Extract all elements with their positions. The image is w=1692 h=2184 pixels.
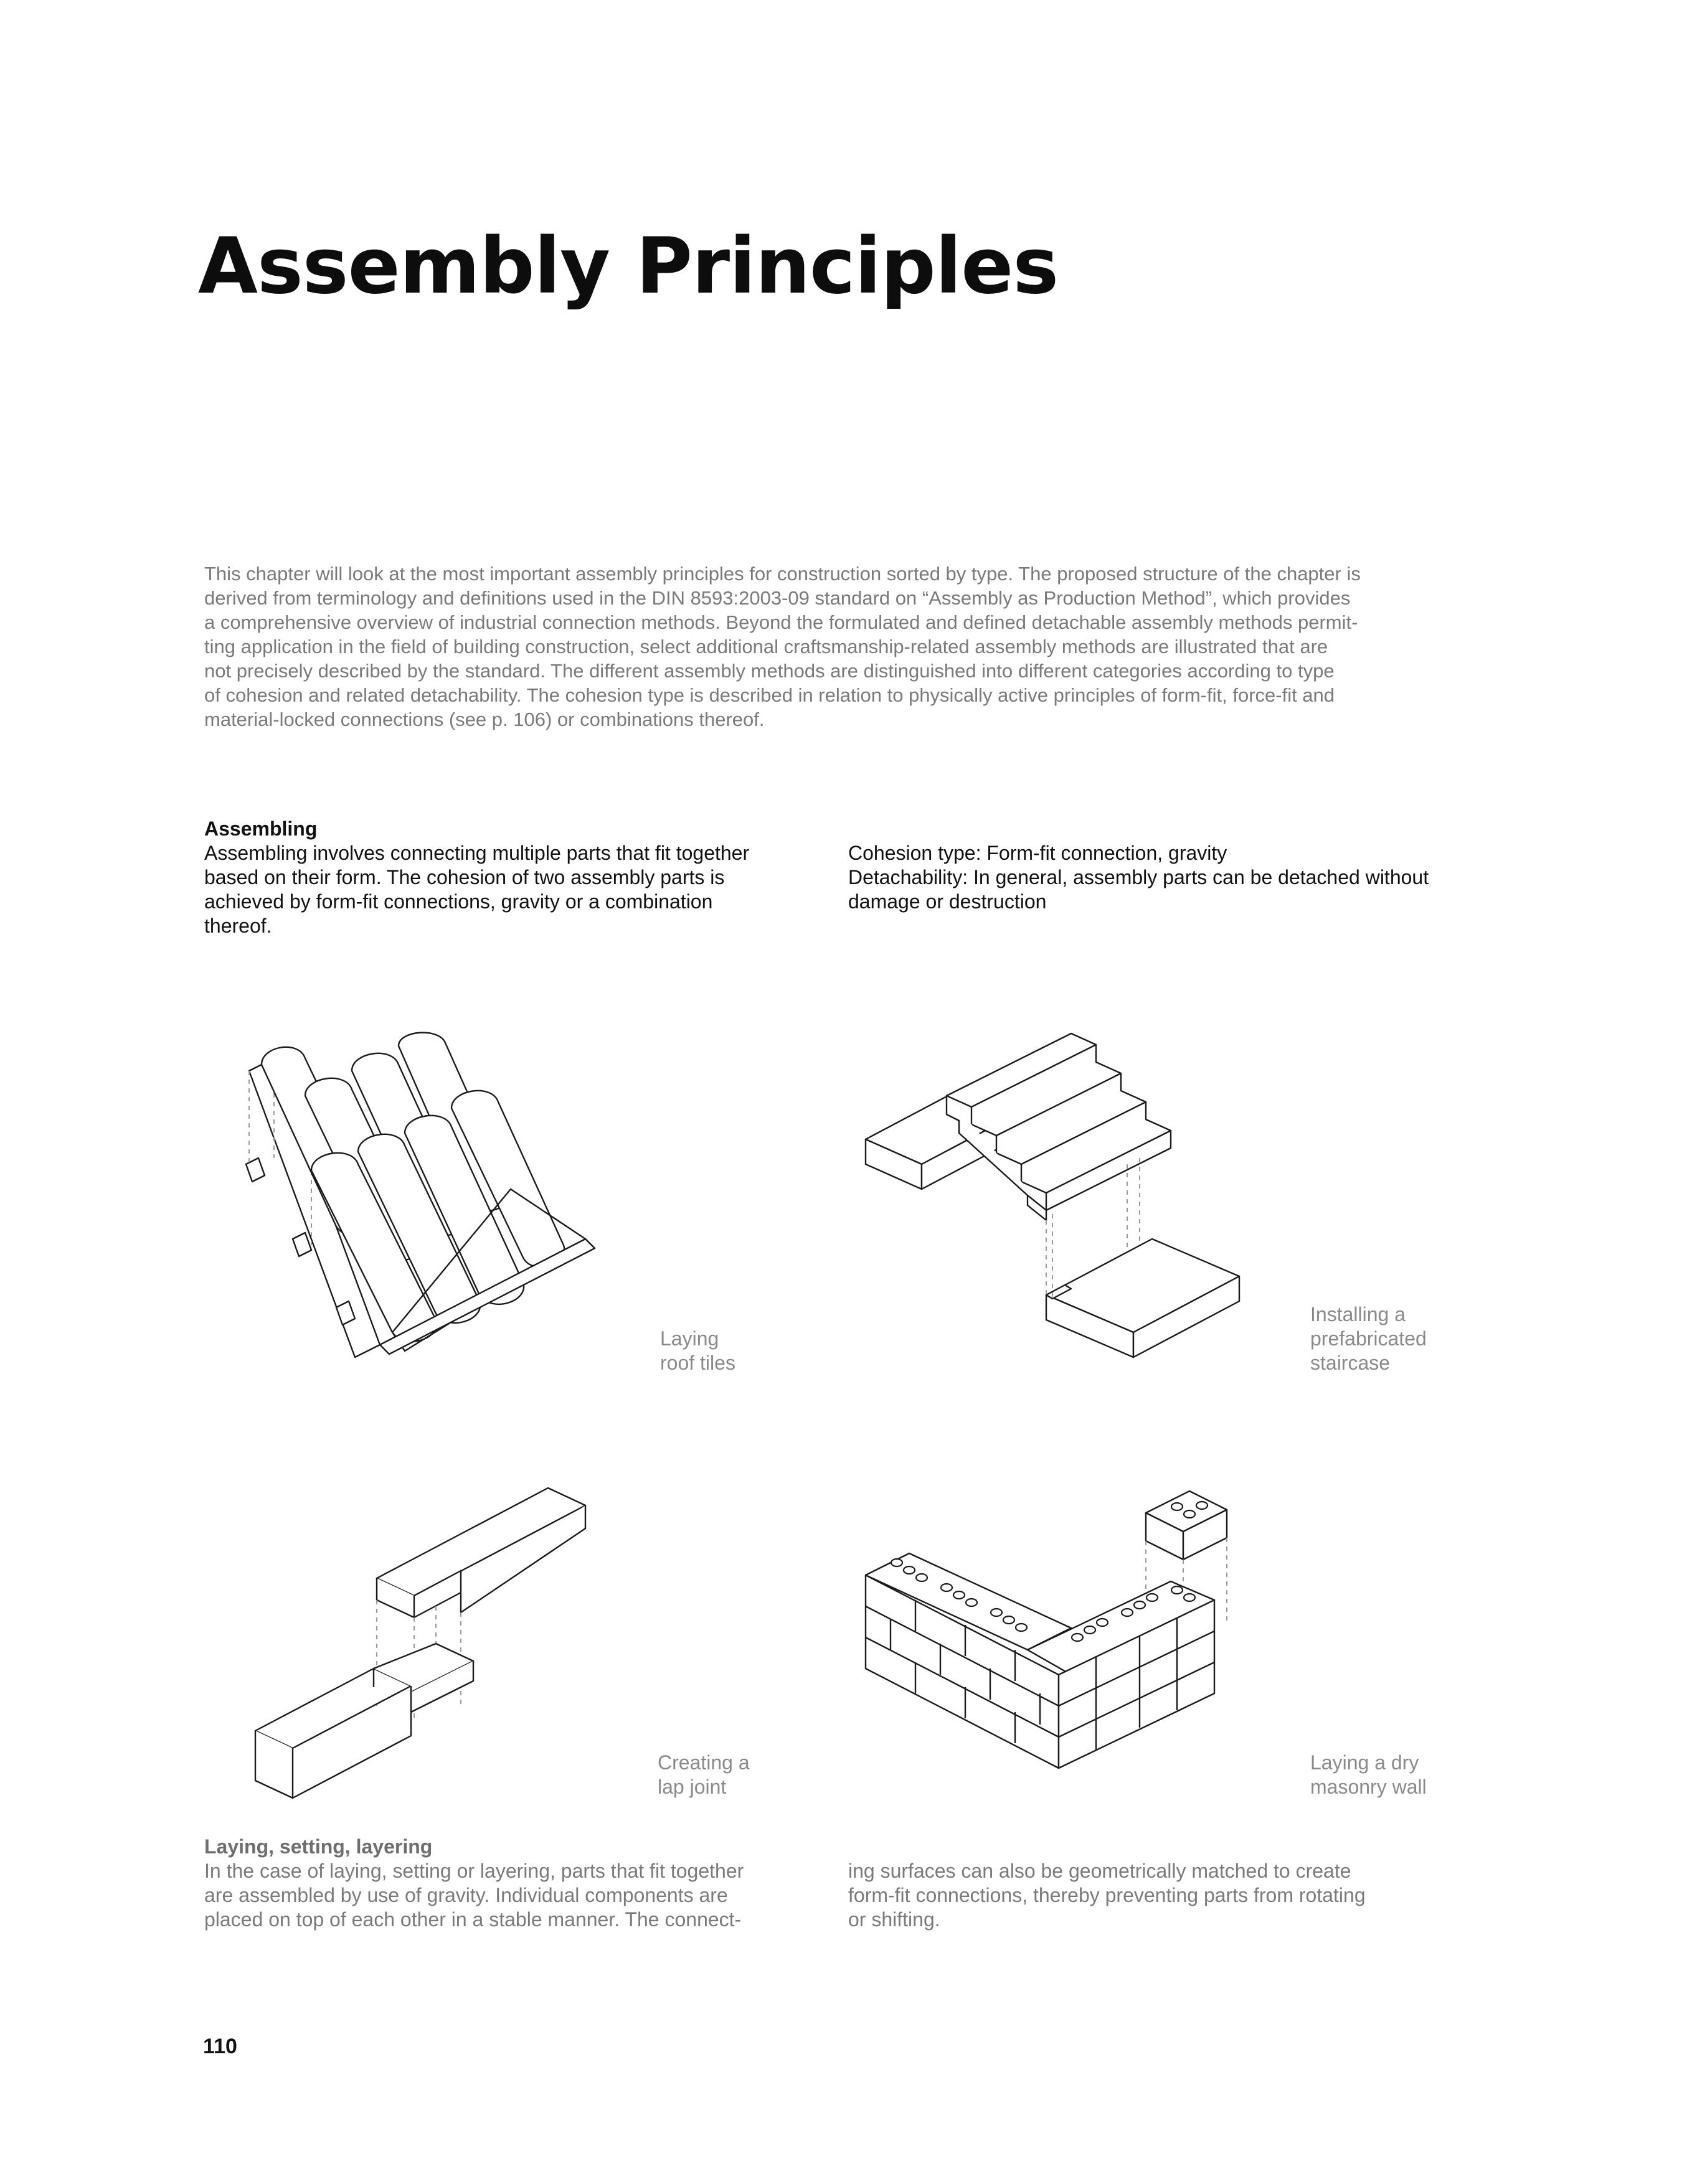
laying-text-line: form-fit connections, thereby preventing parts from rotating	[848, 1884, 1366, 1906]
lap-joint-illustration	[249, 1469, 598, 1799]
assembling-text-line: achieved by form-fit connections, gravity or a combination	[204, 890, 713, 913]
page-title: Assembly Principles	[198, 222, 1059, 311]
intro-paragraph	[204, 562, 1456, 732]
laying-heading: Laying, setting, layering	[204, 1835, 433, 1858]
caption-line: staircase	[1310, 1352, 1391, 1374]
detachability-line: Detachability: In general, assembly parts can be detached without	[848, 866, 1429, 888]
intro-line: not precisely described by the standard. The different assembly methods are distinguished into different categories according to type	[204, 660, 1335, 682]
caption-line: prefabricated	[1310, 1327, 1427, 1350]
staircase-caption	[1310, 1302, 1427, 1375]
assembling-left-column	[204, 817, 815, 938]
assembling-text-line: thereof.	[204, 915, 272, 937]
intro-line: of cohesion and related detachability. The cohesion type is described in relation to physically active principles of form-fit, force-fit and	[204, 684, 1335, 706]
caption-line: roof tiles	[660, 1352, 735, 1374]
laying-text-line: are assembled by use of gravity. Individual components are	[204, 1884, 728, 1906]
caption-line: Creating a	[658, 1751, 750, 1774]
assembling-heading: Assembling	[204, 817, 318, 840]
intro-line: a comprehensive overview of industrial connection methods. Beyond the formulated and defined detachable assembly methods permit-	[204, 611, 1358, 633]
caption-line: Laying a dry	[1310, 1751, 1419, 1774]
dry-masonry-wall-illustration	[866, 1488, 1239, 1812]
laying-right-column	[848, 1859, 1471, 1932]
caption-line: Installing a	[1310, 1303, 1406, 1325]
laying-text-line: In the case of laying, setting or layering, parts that fit together	[204, 1860, 744, 1882]
lap-joint-caption	[658, 1751, 750, 1799]
caption-line: Laying	[660, 1327, 719, 1350]
intro-line: derived from terminology and definitions used in the DIN 8593:2003-09 standard on “Assembly as Production Method”, which provides	[204, 587, 1351, 609]
roof-tiles-illustration	[237, 1033, 635, 1382]
masonry-caption	[1310, 1751, 1427, 1799]
laying-text-line: or shifting.	[848, 1908, 940, 1931]
caption-line: masonry wall	[1310, 1776, 1427, 1798]
assembling-text-line: based on their form. The cohesion of two assembly parts is	[204, 866, 725, 888]
assembling-right-column	[848, 841, 1471, 914]
cohesion-type-line: Cohesion type: Form-fit connection, gravity	[848, 842, 1227, 864]
caption-line: lap joint	[658, 1776, 727, 1798]
intro-line: ting application in the field of building construction, select additional craftsmanship-related assembly methods are illustrated that are	[204, 636, 1328, 657]
laying-text-line: ing surfaces can also be geometrically matched to create	[848, 1860, 1351, 1882]
intro-line: This chapter will look at the most important assembly principles for construction sorted by type. The proposed structure of the chapter is	[204, 563, 1361, 585]
detachability-line-cont: damage or destruction	[848, 890, 1047, 913]
laying-text-line: placed on top of each other in a stable manner. The connect-	[204, 1908, 742, 1931]
prefab-staircase-illustration	[866, 1058, 1252, 1382]
laying-left-column	[204, 1835, 815, 1932]
roof-tiles-caption	[660, 1327, 735, 1375]
intro-line: material-locked connections (see p. 106) or combinations thereof.	[204, 708, 765, 730]
assembling-text-line: Assembling involves connecting multiple parts that fit together	[204, 842, 750, 864]
page-number: 110	[203, 2035, 237, 2058]
